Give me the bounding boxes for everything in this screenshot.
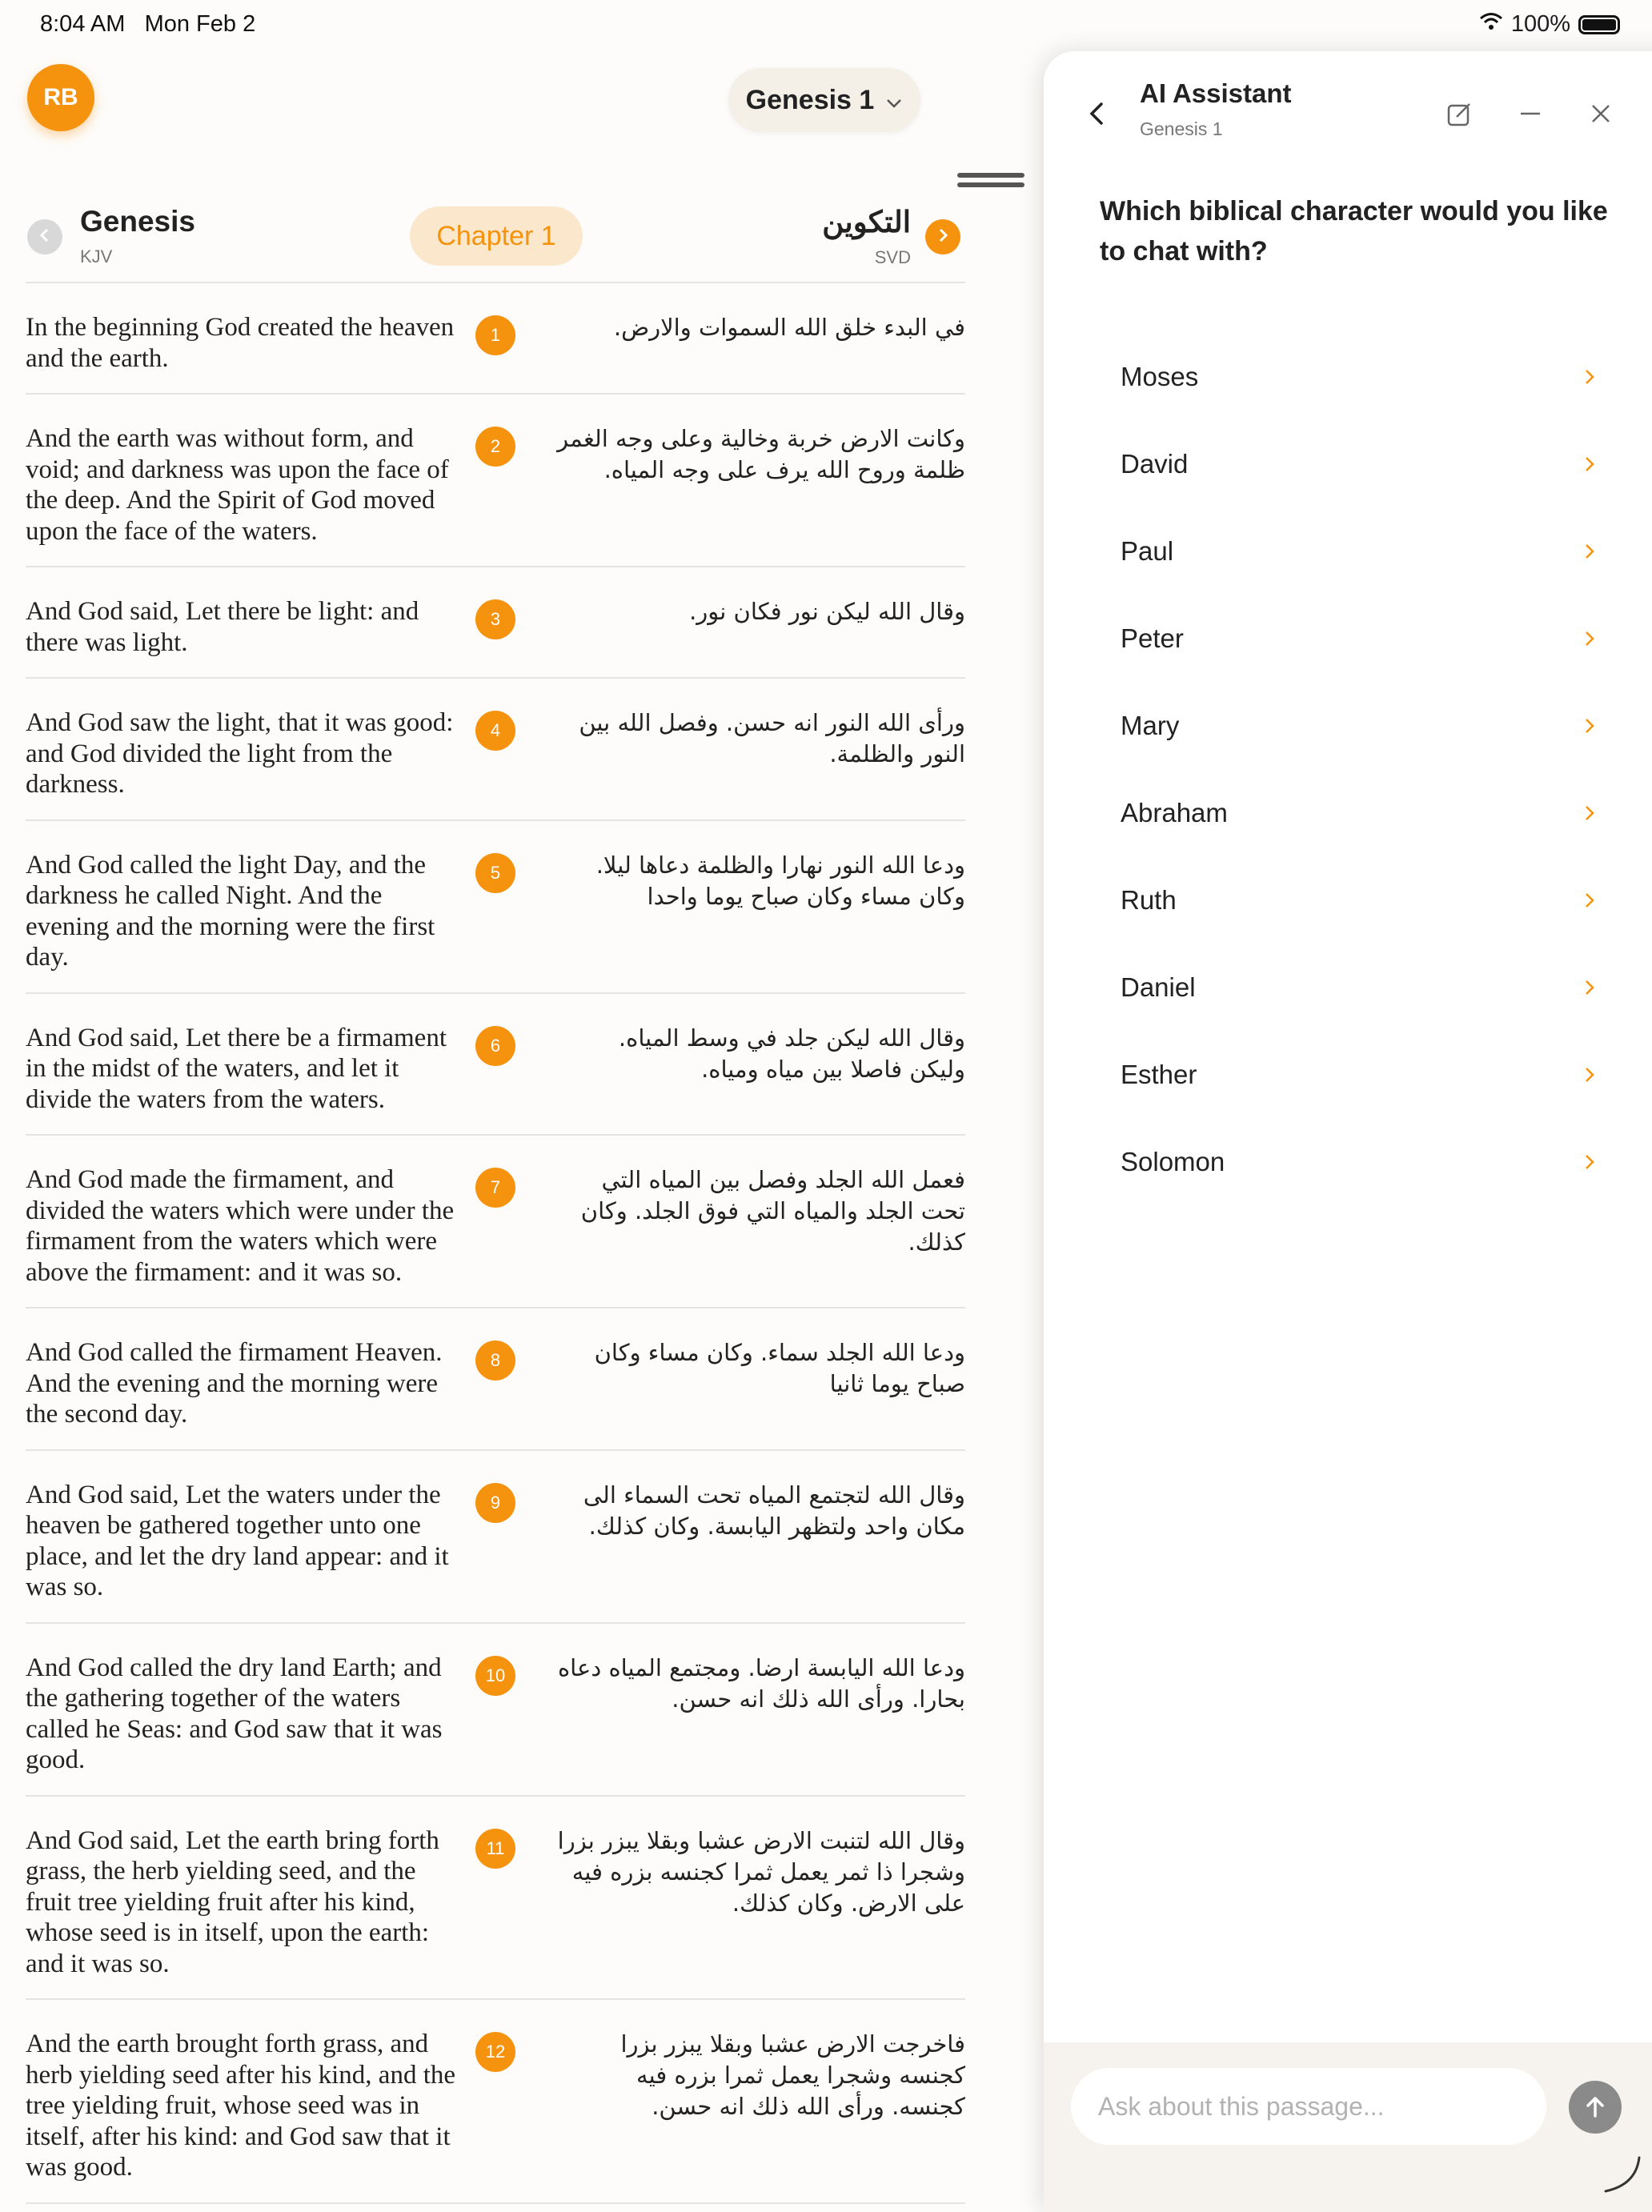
verse-text-arabic: وقال الله لتنبت الارض عشبا وبقلا يبزر بزرا وشجرا ذا ثمر يعمل ثمرا كجنسه بزره فيه على الارض. وكان كذلك. (557, 1826, 965, 1917)
verse-text-arabic: وكانت الارض خربة وخالية وعلى وجه الغمر ظلمة وروح الله يرف على وجه المياه. (557, 425, 965, 483)
close-icon (1586, 99, 1615, 128)
character-name: Daniel (1121, 972, 1196, 1002)
verse-row[interactable] (26, 2000, 965, 2204)
chevron-right-icon (1578, 715, 1601, 737)
verse-row[interactable] (26, 679, 965, 821)
chat-input-bar (1044, 2042, 1652, 2212)
status-indicators (1479, 11, 1620, 38)
character-item[interactable] (1121, 682, 1601, 769)
status-bar (0, 0, 1652, 51)
character-name: Paul (1121, 535, 1174, 566)
avatar[interactable]: RB (27, 64, 94, 131)
verse-text-arabic: في البدء خلق الله السموات والارض. (613, 314, 965, 341)
verse-number[interactable]: 4 (475, 711, 515, 751)
verse-text-english: And God called the light Day, and the darkness he called Night. And the evening and the morning were the first day. (26, 850, 435, 972)
verse-row[interactable] (26, 395, 965, 567)
panel-title: AI Assistant (1140, 78, 1292, 108)
verse-text-english: And God called the dry land Earth; and the gathering together of the waters called he Seas: and God saw that it was good. (26, 1653, 443, 1774)
verse-number[interactable]: 9 (475, 1483, 515, 1523)
verse-text-english: And God made the firmament, and divided the waters which were under the firmament from the waters which were above the firmament: and it was so. (26, 1165, 455, 1287)
back-button[interactable] (1081, 96, 1116, 131)
character-name: Esther (1121, 1059, 1197, 1089)
verse-number[interactable]: 2 (475, 427, 515, 467)
compose-icon (1446, 99, 1474, 128)
verse-text-arabic: وقال الله ليكن جلد في وسط المياه. وليكن فاصلا بين مياه ومياه. (618, 1024, 965, 1083)
verse-text-arabic: ودعا الله الجلد سماء. وكان مساء وكان صباح يوما ثانيا (594, 1339, 965, 1397)
verse-list (26, 282, 965, 2204)
verse-number[interactable]: 12 (475, 2032, 515, 2072)
wifi-icon (1479, 11, 1503, 38)
chapter-picker[interactable] (728, 68, 920, 132)
character-item[interactable] (1121, 944, 1601, 1031)
verse-text-arabic: فاخرجت الارض عشبا وبقلا يبزر بزرا كجنسه وشجرا يعمل ثمرا بزره فيه كجنسه. ورأى الله ذلك انه حسن. (620, 2030, 965, 2120)
verse-number[interactable]: 11 (475, 1829, 515, 1869)
status-time: 8:04 AM Mon Feb 2 (40, 11, 256, 37)
book-left (80, 205, 195, 267)
verse-text-english: In the beginning God created the heaven and the earth. (26, 313, 455, 373)
character-item[interactable] (1121, 1118, 1601, 1205)
character-item[interactable] (1121, 769, 1601, 856)
verse-text-arabic: ورأى الله النور انه حسن. وفصل الله بين النور والظلمة. (579, 709, 965, 767)
chevron-right-icon (1578, 1151, 1601, 1173)
character-name: Abraham (1121, 797, 1228, 827)
chapter-picker-label: Genesis 1 (745, 84, 875, 115)
verse-row[interactable] (26, 567, 965, 679)
send-button[interactable] (1569, 2081, 1622, 2134)
verse-row[interactable] (26, 994, 965, 1136)
verse-row[interactable] (26, 1797, 965, 2001)
verse-text-arabic: وقال الله ليكن نور فكان نور. (689, 598, 965, 625)
next-chapter-button[interactable] (925, 219, 960, 254)
verse-text-english: And God said, Let there be a firmament in the midst of the waters, and let it divide the waters from the waters. (26, 1023, 447, 1114)
battery-icon (1578, 15, 1620, 34)
chevron-right-icon (1578, 976, 1601, 999)
minimize-button[interactable] (1513, 96, 1548, 131)
ask-input[interactable] (1071, 2068, 1546, 2145)
chevron-right-icon (1578, 1064, 1601, 1086)
panel-drag-handle[interactable] (957, 173, 1024, 187)
verse-text-english: And God said, Let there be light: and there was light. (26, 597, 419, 657)
character-item[interactable] (1121, 507, 1601, 595)
character-item[interactable] (1121, 1031, 1601, 1118)
new-chat-button[interactable] (1442, 96, 1478, 131)
panel-subtitle: Genesis 1 (1140, 118, 1223, 139)
character-name: Solomon (1121, 1146, 1225, 1176)
character-name: Mary (1121, 710, 1180, 740)
verse-row[interactable] (26, 821, 965, 994)
character-item[interactable] (1121, 333, 1601, 420)
chevron-right-icon (1578, 889, 1601, 912)
resize-handle[interactable] (1601, 2153, 1644, 2196)
verse-text-arabic: فعمل الله الجلد وفصل بين المياه التي تحت الجلد والمياه التي فوق الجلد. وكان كذلك. (580, 1166, 965, 1256)
chevron-right-icon (1578, 540, 1601, 563)
character-item[interactable] (1121, 856, 1601, 944)
character-name: Moses (1121, 361, 1199, 391)
ai-assistant-panel (1044, 51, 1652, 2212)
verse-number[interactable]: 10 (475, 1656, 515, 1696)
verse-row[interactable] (26, 1451, 965, 1624)
verse-number[interactable]: 7 (475, 1168, 515, 1208)
verse-text-english: And God said, Let the waters under the heaven be gathered together unto one place, and let the dry land appear: and it was so. (26, 1480, 449, 1601)
verse-number[interactable]: 8 (475, 1340, 515, 1380)
verse-number[interactable]: 3 (475, 599, 515, 639)
verse-number[interactable]: 1 (475, 315, 515, 355)
arrow-up-icon (1582, 2094, 1609, 2121)
character-item[interactable] (1121, 420, 1601, 507)
book-name-english: Genesis (80, 205, 195, 238)
chevron-left-icon (1081, 96, 1116, 131)
version-english: KJV (80, 246, 113, 266)
verse-text-english: And God saw the light, that it was good: and God divided the light from the darkness. (26, 708, 454, 799)
verse-text-arabic: وقال الله لتجتمع المياه تحت السماء الى مكان واحد ولتظهر اليابسة. وكان كذلك. (583, 1481, 965, 1540)
verse-row[interactable] (26, 1308, 965, 1451)
chevron-right-icon (1578, 802, 1601, 824)
verse-text-arabic: ودعا الله النور نهارا والظلمة دعاها ليلا. وكان مساء وكان صباح يوما واحدا (595, 851, 965, 910)
verse-text-english: And God called the firmament Heaven. And the evening and the morning were the second day. (26, 1338, 443, 1429)
verse-text-arabic: ودعا الله اليابسة ارضا. ومجتمع المياه دعاه بحارا. ورأى الله ذلك انه حسن. (557, 1653, 965, 1713)
verse-row[interactable] (26, 1136, 965, 1308)
verse-text-english: And the earth brought forth grass, and herb yielding seed after his kind, and the tree yielding fruit, whose seed was in itself, after his kind: and God saw that it was good. (26, 2030, 456, 2182)
chevron-right-icon (1578, 366, 1601, 388)
character-item[interactable] (1121, 595, 1601, 682)
verse-text-english: And the earth was without form, and void; and darkness was upon the face of the deep. And the Spirit of God moved upon the face of the waters. (26, 424, 449, 546)
character-name: Peter (1121, 623, 1184, 653)
close-button[interactable] (1583, 96, 1618, 131)
chevron-right-icon (1578, 627, 1601, 650)
character-name: David (1121, 448, 1189, 479)
character-prompt: Which biblical character would you like to chat with? (1100, 196, 1608, 266)
character-name: Ruth (1121, 884, 1177, 915)
battery-percent: 100% (1510, 11, 1570, 37)
verse-row[interactable] (26, 1624, 965, 1797)
resize-corner-icon (1601, 2153, 1644, 2196)
verse-number[interactable]: 5 (475, 853, 515, 893)
character-list (1121, 333, 1601, 1205)
version-arabic: SVD (874, 247, 911, 267)
book-name-arabic: التكوين (822, 206, 911, 238)
chevron-left-icon (38, 227, 51, 247)
minus-icon (1516, 99, 1545, 128)
previous-chapter-button[interactable] (27, 219, 62, 254)
chevron-right-icon (1578, 453, 1601, 475)
chevron-down-icon (885, 85, 903, 116)
verse-number[interactable]: 6 (475, 1026, 515, 1066)
book-right (822, 205, 911, 268)
verse-row[interactable] (26, 283, 965, 395)
chevron-right-icon (936, 227, 949, 247)
verse-text-english: And God said, Let the earth bring forth grass, the herb yielding seed, and the fruit tree yielding fruit after his kind, whose seed is in itself, upon the earth: and it was so. (26, 1825, 439, 1978)
chapter-button[interactable]: Chapter 1 (410, 206, 583, 266)
